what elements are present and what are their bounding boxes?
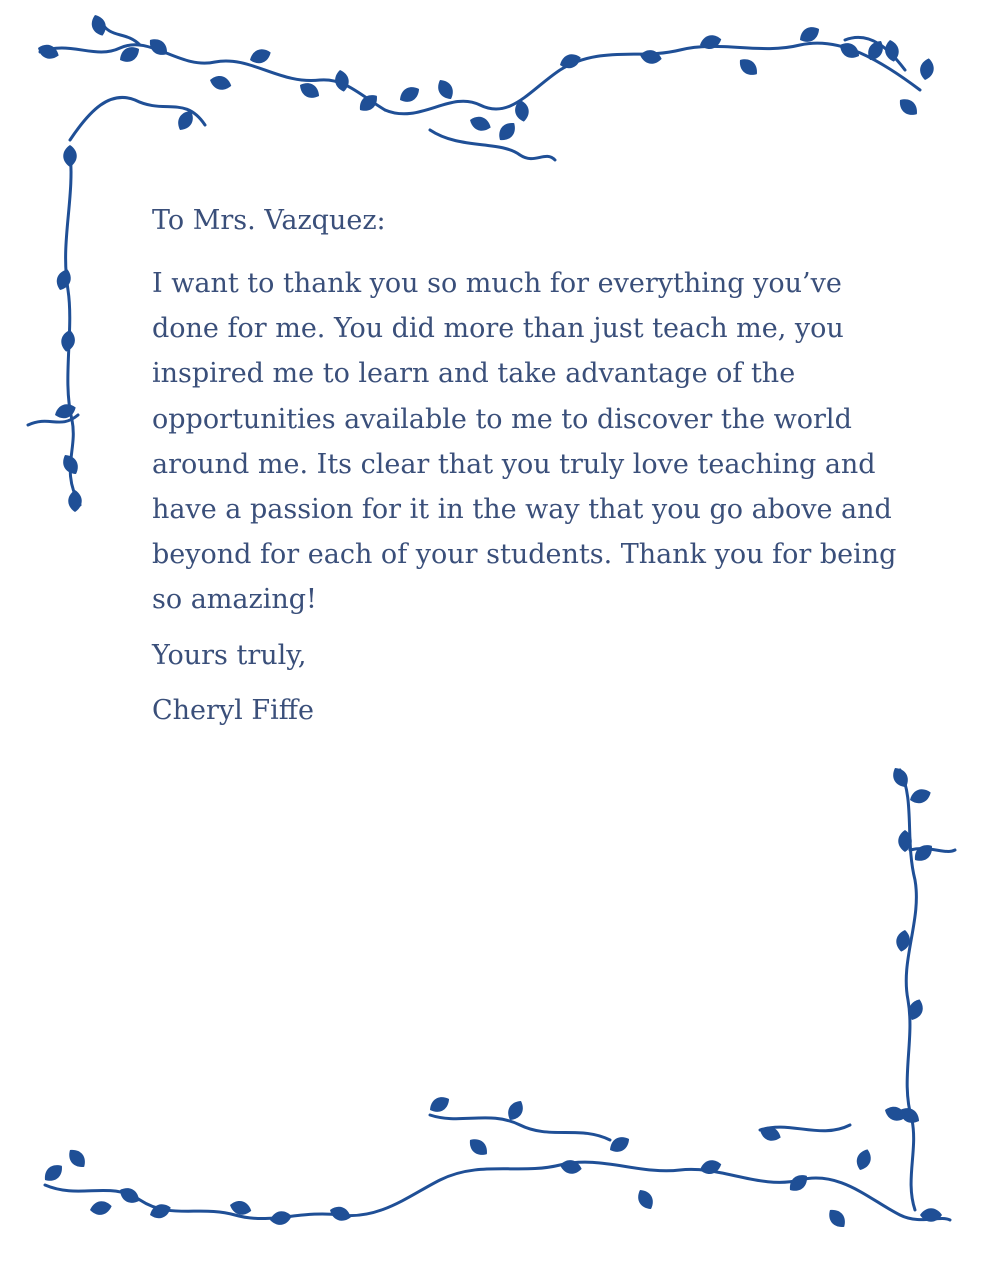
vine-top-left [40,45,385,110]
greeting: To Mrs. Vazquez: [152,205,386,236]
signature: Cheryl Fiffe [152,694,314,726]
closing: Yours truly, [152,639,307,671]
letter-body: I want to thank you so much for everything you’ve done for me. You did more than just teach me, you inspired me to learn and take advantage of the opportunities available to me to discover the world around me. Its clear that you truly love teaching and have a passion for it in the way that you go above and beyond for each of your students. Thank you for being so amazing! [152,268,897,616]
letter-text [152,198,912,733]
vine-bottom [45,1162,950,1220]
